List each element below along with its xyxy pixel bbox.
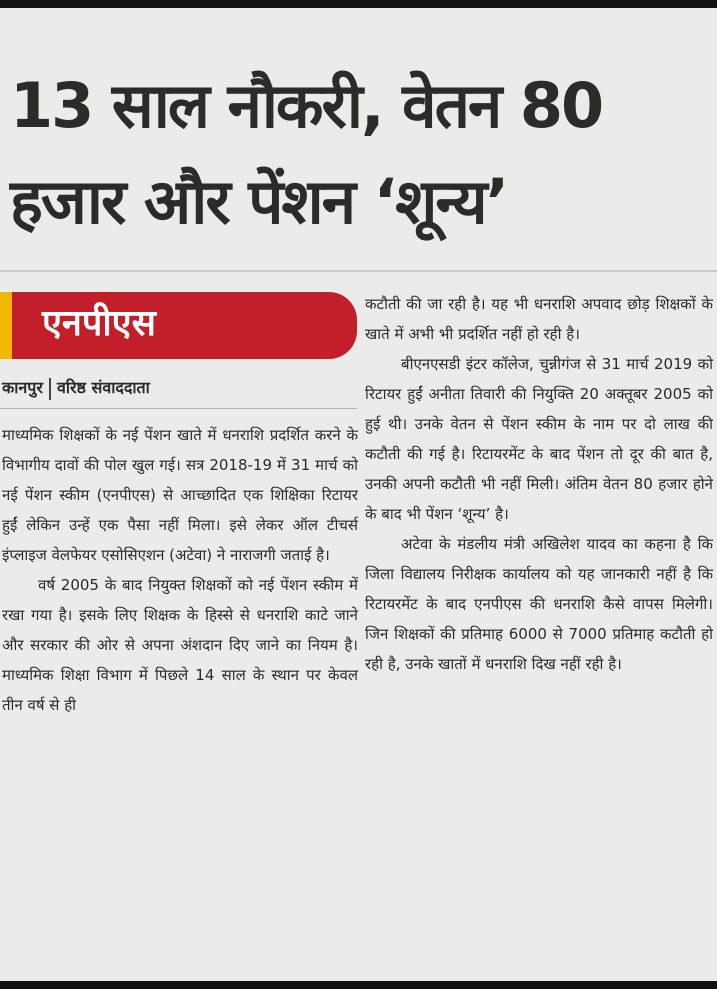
article-paragraph: कटौती की जा रही है। यह भी धनराशि अपवाद छोड़ शिक्षकों के खाते में अभी भी प्रदर्शित नहीं हो रही है।: [365, 295, 713, 343]
byline: [2, 374, 150, 402]
section-tag-label: एनपीएस: [42, 303, 156, 344]
headline-divider: [0, 270, 717, 272]
article-paragraph: अटेवा के मंडलीय मंत्री अखिलेश यादव का कहना है कि जिला विद्यालय निरीक्षक कार्यालय को यह जानकारी नहीं है कि रिटायरमेंट के बाद एनपीएस की धनराशि कैसे वापस मिलेगी। जिन शिक्षकों की प्रतिमाह 6000 से 7000 प्रतिमाह कटौती हो रही है, उनके खातों में धनराशि दिख नहीं रही है।: [365, 535, 713, 673]
byline-separator: [49, 378, 51, 400]
article-paragraph: माध्यमिक शिक्षकों के नई पेंशन खाते में धनराशि प्रदर्शित करने के विभागीय दावों की पोल खुल गई। सत्र 2018-19 में 31 मार्च को नई पेंशन स्कीम (एनपीएस) से आच्छादित एक शिक्षिका रिटायर हुईं लेकिन उन्हें एक पैसा नहीं मिला। इसे लेकर ऑल टीचर्स इंप्लाइज वेलफेयर एसोसिएशन (अटेवा) ने नाराजगी जताई है।: [2, 426, 358, 564]
byline-author: वरिष्ठ संवाददाता: [56, 378, 150, 397]
article-paragraph: वर्ष 2005 के बाद नियुक्त शिक्षकों को नई पेंशन स्कीम में रखा गया है। इसके लिए शिक्षक के हिस्से से धनराशि काटे जाने और सरकार की ओर से अपना अंशदान दिए जाने का नियम है। माध्यमिक शिक्षा विभाग में पिछले 14 साल के स्थान पर केवल तीन वर्ष से ही: [2, 576, 358, 714]
byline-divider: [0, 408, 357, 409]
byline-place: कानपुर: [2, 378, 43, 397]
newspaper-clipping: [0, 8, 717, 981]
section-tag: [0, 292, 357, 359]
headline: [10, 58, 710, 250]
article-left-column: [2, 420, 358, 720]
article-paragraph: बीएनएसडी इंटर कॉलेज, चुन्नीगंज से 31 मार्च 2019 को रिटायर हुईं अनीता तिवारी की नियुक्ति 20 अक्तूबर 2005 को हुई थी। उनके वेतन से पेंशन स्कीम के नाम पर दो लाख की कटौती की गई है। रिटायरमेंट के बाद पेंशन तो दूर की बात है, उनकी अपनी कटौती भी नहीं मिली। अंतिम वेतन 80 हजार होने के बाद भी पेंशन ‘शून्य’ है।: [365, 355, 713, 523]
article-right-column: [365, 289, 713, 679]
headline-line-2: हजार और पेंशन ‘शून्य’: [10, 165, 508, 238]
headline-line-1: 13 साल नौकरी, वेतन 80: [10, 69, 603, 142]
